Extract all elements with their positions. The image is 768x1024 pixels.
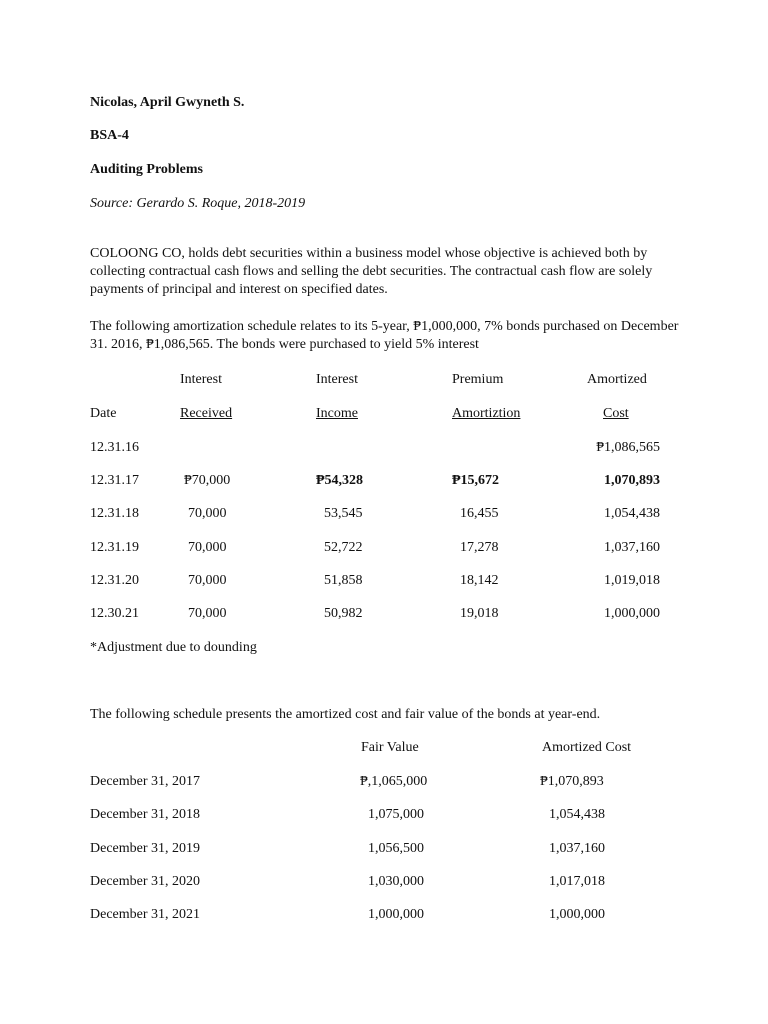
table-row-received: 70,000	[188, 573, 227, 588]
table-row-date: December 31, 2020	[90, 874, 201, 889]
table-row-fair-value: 1,030,000	[368, 874, 424, 889]
table-row-premium: 19,018	[460, 606, 499, 621]
fair-value-intro: The following schedule presents the amortized cost and fair value of the bonds at year-end.	[90, 707, 601, 722]
header-interest-income-top: Interest	[316, 372, 358, 387]
table-row-cost: 1,019,018	[604, 573, 660, 588]
table-row-income: 53,545	[324, 506, 363, 521]
header-premium-top: Premium	[452, 372, 504, 387]
table-row-fair-value: 1,056,500	[368, 841, 424, 856]
table-row-received: 70,000	[188, 606, 227, 621]
header-date: Date	[90, 406, 117, 421]
table-row-fair-value: 1,075,000	[368, 807, 424, 822]
table-row-date: December 31, 2019	[90, 841, 201, 856]
header-amortization: Amortiztion	[452, 406, 521, 421]
table-row-received: ₱70,000	[184, 473, 231, 488]
table-row-premium: 16,455	[460, 506, 499, 521]
table-row-income: 51,858	[324, 573, 363, 588]
table-row-received: 70,000	[188, 540, 227, 555]
author-name: Nicolas, April Gwyneth S.	[90, 95, 245, 110]
table-row-date: 12.30.21	[90, 606, 139, 621]
table-row-cost: 1,054,438	[604, 506, 660, 521]
table-row-fair-value: 1,000,000	[368, 907, 424, 922]
table-row-premium: 18,142	[460, 573, 499, 588]
table-row-date: 12.31.17	[90, 473, 139, 488]
header-income: Income	[316, 406, 358, 421]
table-row-date: 12.31.19	[90, 540, 139, 555]
table-row-amortized-cost: 1,000,000	[549, 907, 605, 922]
table-row-amortized-cost: 1,037,160	[549, 841, 605, 856]
table-row-received: 70,000	[188, 506, 227, 521]
header-amortized-cost: Amortized Cost	[542, 740, 632, 755]
course-label: BSA-4	[90, 128, 129, 143]
subject-title: Auditing Problems	[90, 162, 203, 177]
intro-paragraph: COLOONG CO, holds debt securities within a business model whose objective is achieved both by collecting contractual cash flows and selling the debt securities. The contractual cash flow are solely payments of principal and interest on specified dates.	[90, 246, 653, 297]
table-row-premium: ₱15,672	[452, 473, 500, 488]
table-row-amortized-cost: 1,054,438	[549, 807, 605, 822]
table-row-amortized-cost: ₱1,070,893	[540, 774, 604, 789]
table-row-cost: 1,000,000	[604, 606, 660, 621]
header-cost: Cost	[603, 406, 629, 421]
header-interest-received-top: Interest	[180, 372, 222, 387]
table-row-date: 12.31.20	[90, 573, 139, 588]
table-row-cost: 1,037,160	[604, 540, 660, 555]
table-row-income: ₱54,328	[316, 473, 364, 488]
footnote: *Adjustment due to dounding	[90, 640, 257, 655]
table-row-cost: 1,070,893	[604, 473, 660, 488]
table-row-income: 52,722	[324, 540, 363, 555]
source-citation: Source: Gerardo S. Roque, 2018-2019	[90, 196, 306, 211]
table-row-premium: 17,278	[460, 540, 499, 555]
amortization-intro: The following amortization schedule relates to its 5-year, ₱1,000,000, 7% bonds purchased on December 31. 2016, ₱1,086,565. The bonds were purchased to yield 5% interest	[90, 319, 679, 352]
header-received: Received	[180, 406, 233, 421]
table-row-fair-value: ₱,1,065,000	[360, 774, 428, 789]
header-amortized-top: Amortized	[587, 372, 647, 387]
table-row-date: 12.31.16	[90, 440, 139, 455]
table-row-income: 50,982	[324, 606, 363, 621]
table-row-date: 12.31.18	[90, 506, 139, 521]
table-row-date: December 31, 2018	[90, 807, 201, 822]
table-row-date: December 31, 2017	[90, 774, 201, 789]
table-row-date: December 31, 2021	[90, 907, 201, 922]
table-row-amortized-cost: 1,017,018	[549, 874, 605, 889]
header-fair-value: Fair Value	[361, 740, 419, 755]
table-row-cost: ₱1,086,565	[596, 440, 660, 455]
